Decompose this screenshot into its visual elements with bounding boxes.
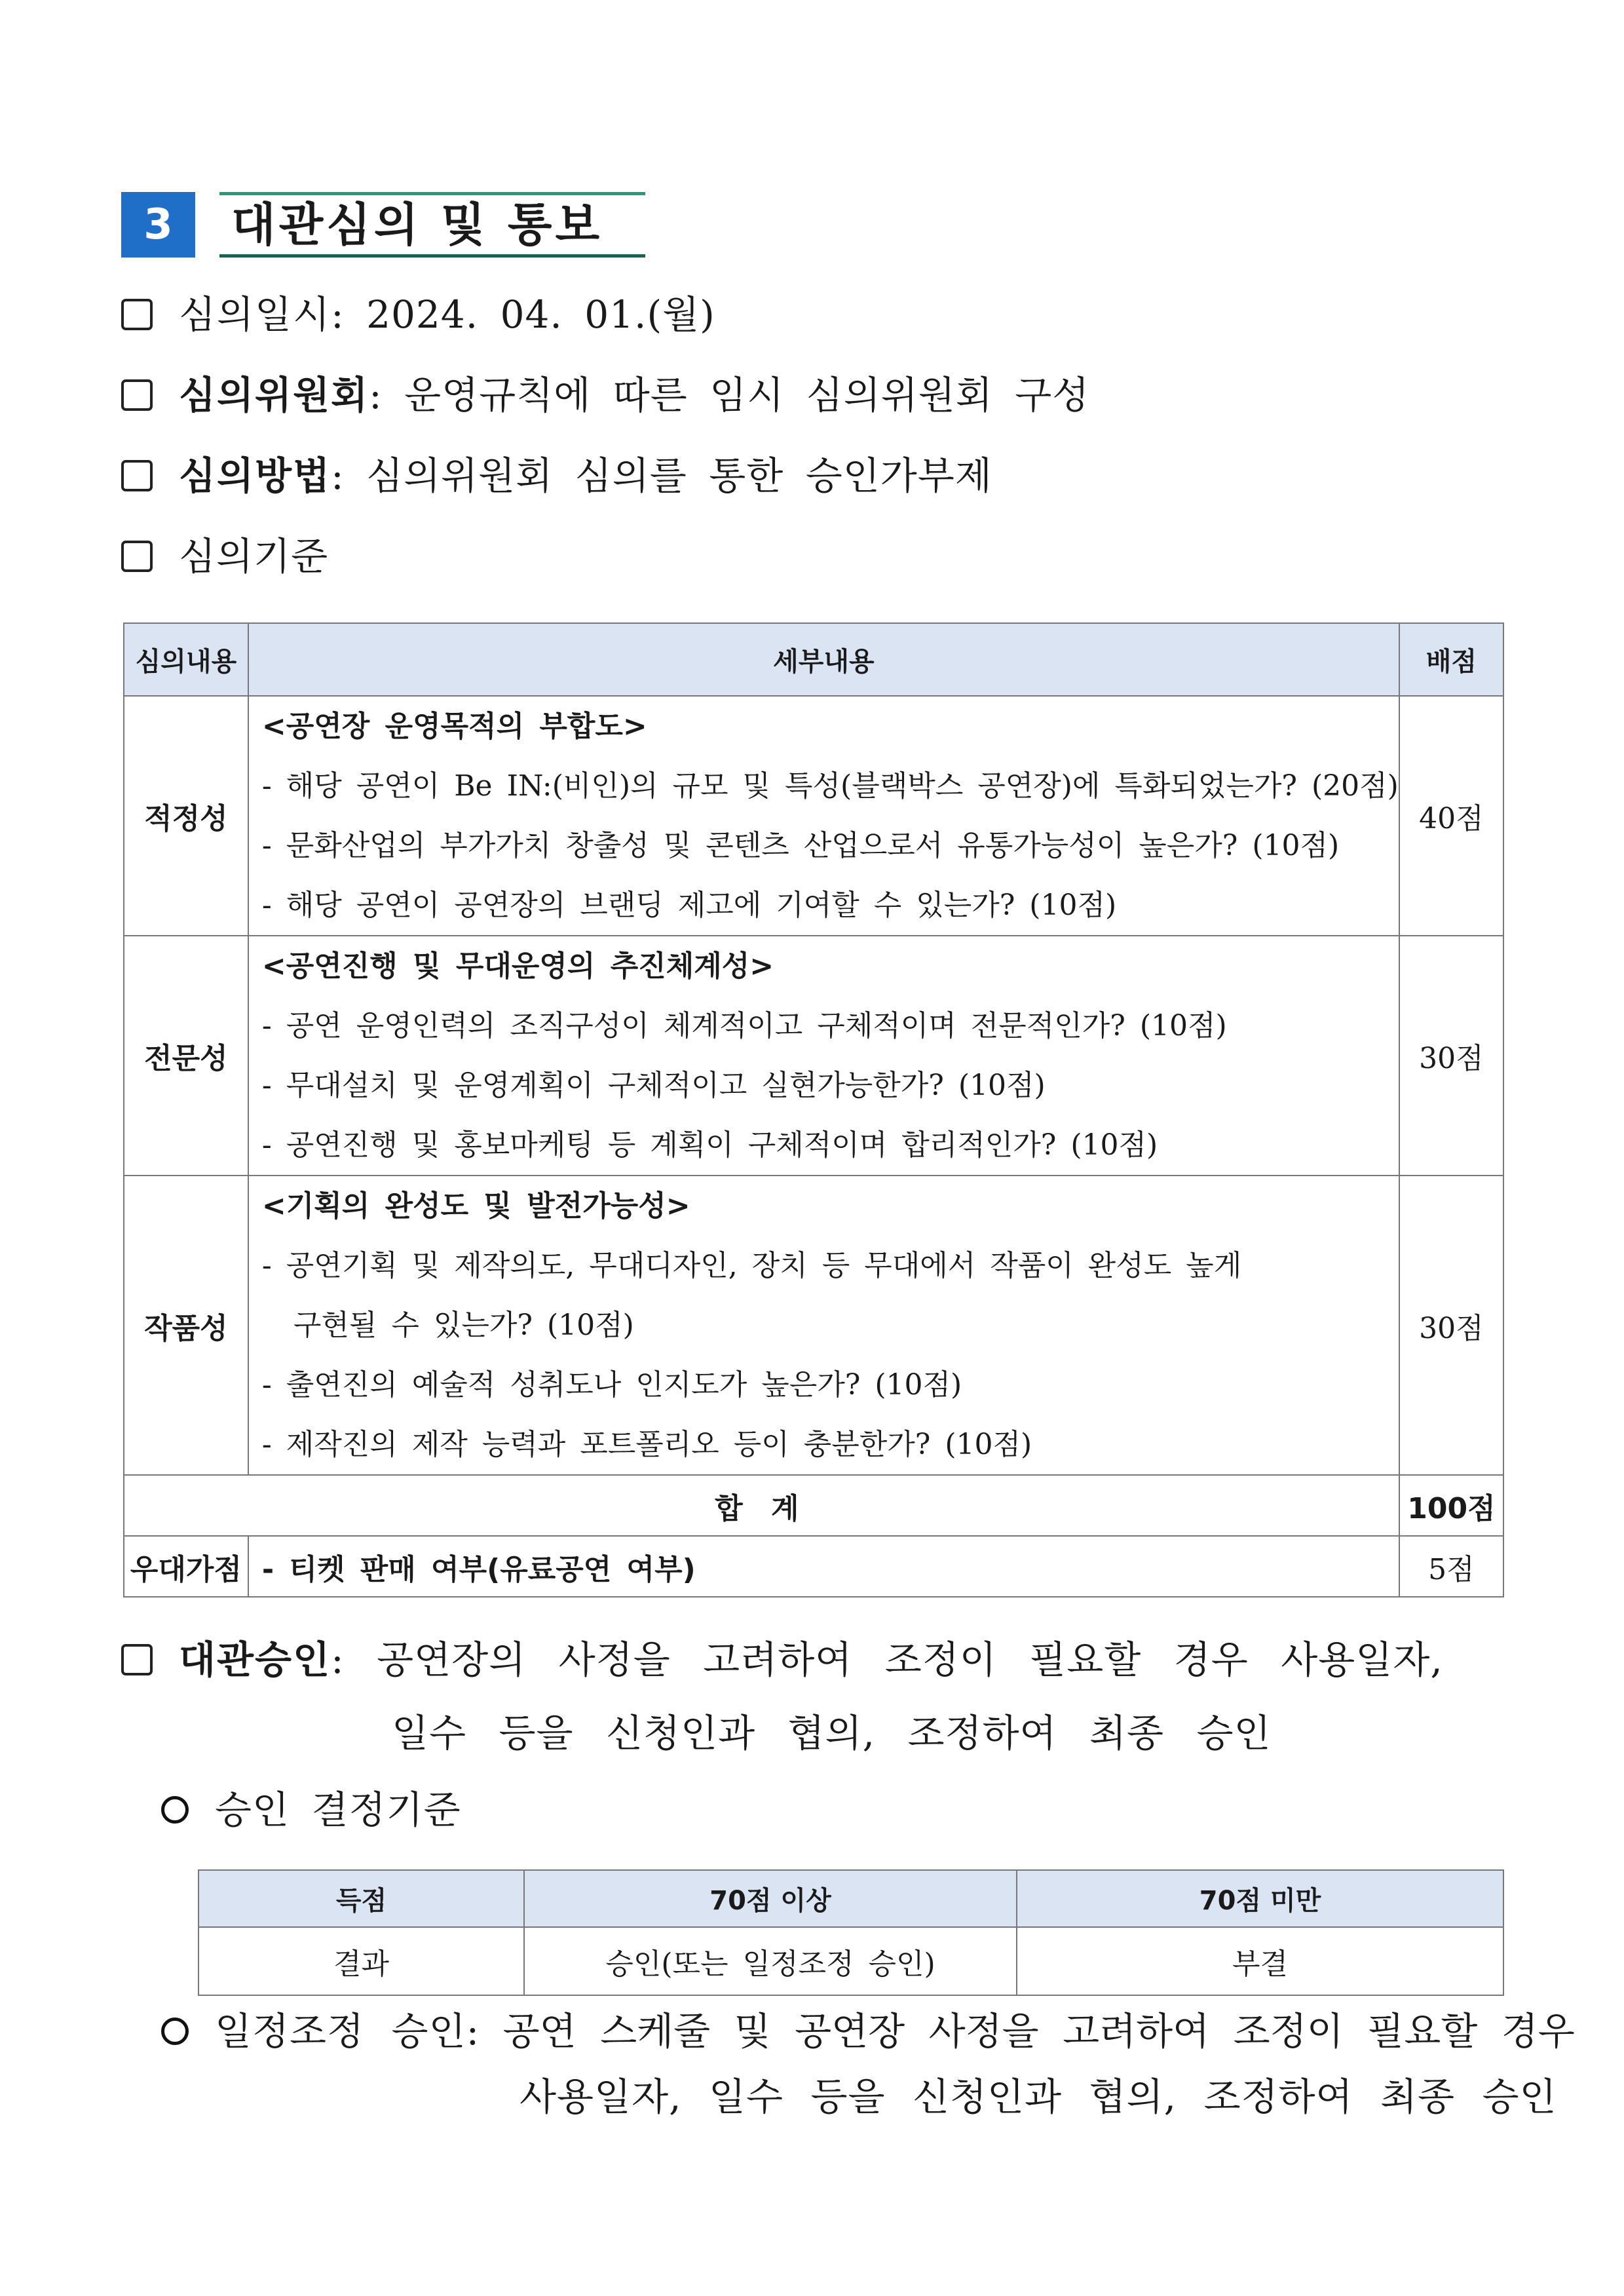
item-committee [121, 369, 1089, 421]
section-title-box [219, 192, 645, 258]
decision-result-label: 결과 [198, 1927, 524, 1995]
approval-text-line1: : 공연장의 사정을 고려하여 조정이 필요할 경우 사용일자, [331, 1637, 1443, 1682]
item-criteria [121, 530, 328, 583]
schedule-adjustment-item [161, 2005, 1575, 2057]
approval-label: 대관승인 [179, 1637, 331, 1682]
decision-table [198, 1869, 1504, 1996]
method-value: : 심의위원회 심의를 통한 승인가부제 [331, 453, 992, 498]
section-title: 대관심의 및 통보 [231, 198, 603, 252]
row-line: 구현될 수 있는가? (10점) [293, 1309, 634, 1342]
row-details [248, 936, 1399, 1176]
decision-criteria-heading [161, 1784, 461, 1836]
row-line: - 출연진의 예술적 성취도나 인지도가 높은가? (10점) [261, 1368, 962, 1402]
table-row [124, 1176, 1503, 1475]
row-line: - 무대설치 및 운영계획이 구체적이고 실현가능한가? (10점) [261, 1069, 1046, 1102]
decision-header-below: 70점 미만 [1017, 1870, 1503, 1927]
table-header-row [124, 623, 1503, 696]
decision-header-score: 득점 [198, 1870, 524, 1927]
row-subtitle: <공연장 운영목적의 부합도> [261, 710, 647, 743]
row-category: 전문성 [124, 936, 248, 1176]
table-row [124, 936, 1503, 1176]
row-points: 30점 [1399, 1176, 1503, 1475]
decision-result-above: 승인(또는 일정조정 승인) [524, 1927, 1017, 1995]
row-line: - 문화산업의 부가가치 창출성 및 콘텐츠 산업으로서 유통가능성이 높은가? (10점) [261, 829, 1340, 862]
decision-result-below: 부결 [1017, 1927, 1503, 1995]
bonus-detail: - 티켓 판매 여부(유료공연 여부) [248, 1536, 1399, 1597]
bonus-row [124, 1536, 1503, 1597]
approval-continuation [392, 1707, 1272, 1759]
row-subtitle: <공연진행 및 무대운영의 추진체계성> [261, 949, 774, 983]
review-date-label: 심의일시 [179, 292, 331, 337]
row-line: - 공연 운영인력의 조직구성이 체계적이고 구체적이며 전문적인가? (10점) [261, 1009, 1227, 1043]
header-details: 세부내용 [248, 623, 1399, 696]
header-category: 심의내용 [124, 623, 248, 696]
decision-result-row [198, 1927, 1503, 1995]
total-label: 합 계 [124, 1475, 1399, 1536]
method-label: 심의방법 [179, 453, 331, 498]
row-category: 적정성 [124, 696, 248, 936]
header-points: 배점 [1399, 623, 1503, 696]
decision-header-row [198, 1870, 1503, 1927]
circle-bullet-icon [161, 2018, 189, 2045]
total-row [124, 1475, 1503, 1536]
title-top-rule [219, 192, 645, 195]
row-details [248, 1176, 1399, 1475]
row-points: 30점 [1399, 936, 1503, 1176]
row-line: - 공연기획 및 제작의도, 무대디자인, 장치 등 무대에서 작품이 완성도 높게 [261, 1249, 1242, 1282]
item-approval [121, 1634, 1443, 1686]
bonus-category: 우대가점 [124, 1536, 248, 1597]
item-method [121, 450, 992, 502]
criteria-table [123, 622, 1504, 1598]
checkbox-icon [121, 299, 153, 330]
schedule-continuation [519, 2071, 1557, 2123]
row-line: - 제작진의 제작 능력과 포트폴리오 등이 충분한가? (10점) [261, 1428, 1032, 1461]
checkbox-icon [121, 1644, 153, 1675]
title-bottom-rule [219, 254, 645, 258]
schedule-text-line2: 사용일자, 일수 등을 신청인과 협의, 조정하여 최종 승인 [519, 2075, 1557, 2119]
circle-bullet-icon [161, 1796, 189, 1824]
row-line: - 해당 공연이 공연장의 브랜딩 제고에 기여할 수 있는가? (10점) [261, 889, 1117, 922]
checkbox-icon [121, 379, 153, 411]
section-number-badge: 3 [121, 192, 195, 258]
committee-value: : 운영규칙에 따른 임시 심의위원회 구성 [369, 373, 1090, 417]
approval-text-line2: 일수 등을 신청인과 협의, 조정하여 최종 승인 [392, 1711, 1272, 1755]
item-review-date [121, 288, 715, 341]
schedule-label: 일정조정 승인 [215, 2009, 466, 2054]
decision-header-above: 70점 이상 [524, 1870, 1017, 1927]
row-details [248, 696, 1399, 936]
checkbox-icon [121, 460, 153, 491]
checkbox-icon [121, 541, 153, 572]
criteria-label: 심의기준 [179, 534, 329, 579]
row-category: 작품성 [124, 1176, 248, 1475]
total-points: 100점 [1399, 1475, 1503, 1536]
decision-title: 승인 결정기준 [215, 1788, 461, 1832]
review-date-value: : 2024. 04. 01.(월) [331, 292, 715, 337]
schedule-text-line1: : 공연 스케줄 및 공연장 사정을 고려하여 조정이 필요할 경우 [466, 2009, 1575, 2054]
row-points: 40점 [1399, 696, 1503, 936]
table-row [124, 696, 1503, 936]
row-line: - 공연진행 및 홍보마케팅 등 계획이 구체적이며 합리적인가? (10점) [261, 1128, 1158, 1162]
row-subtitle: <기획의 완성도 및 발전가능성> [261, 1189, 690, 1223]
row-line: - 해당 공연이 Be IN:(비인)의 규모 및 특성(블랙박스 공연장)에 특화되었는가? (20점) [261, 769, 1399, 803]
bonus-points: 5점 [1399, 1536, 1503, 1597]
committee-label: 심의위원회 [179, 373, 369, 417]
